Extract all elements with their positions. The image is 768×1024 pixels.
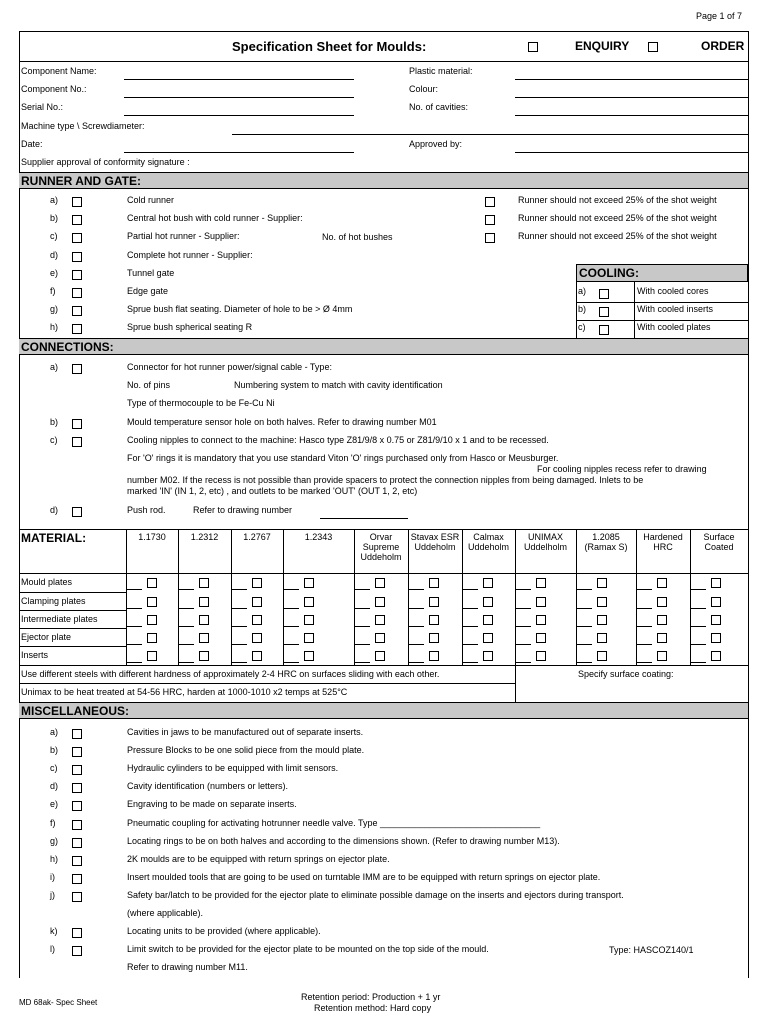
cooling-item-checkbox[interactable]: [599, 325, 609, 335]
runner-item-label: Sprue bush spherical seating R: [127, 322, 253, 333]
runner-item-label: Edge gate: [127, 286, 169, 296]
cooling-item-key: c): [578, 322, 586, 332]
runner-note: Runner should not exceed 25% of the shot weight: [518, 231, 717, 242]
material-cell-underline: [408, 626, 424, 627]
material-cell-underline: [636, 644, 652, 645]
material-row-label: Inserts: [21, 650, 49, 660]
material-cell-underline: [576, 644, 592, 645]
conn-c1: Cooling nipples to connect to the machine: Hasco type Z81/9/8 x 0.75 or Z81/9/10 x 1 and to be recessed.: [127, 435, 549, 445]
material-title: MATERIAL:: [21, 531, 87, 545]
misc-item-checkbox[interactable]: [72, 747, 82, 757]
material-checkbox[interactable]: [597, 597, 607, 607]
conn-a2: No. of pins: [127, 380, 171, 390]
cooling-divider: [576, 302, 748, 303]
colour-field[interactable]: [515, 97, 748, 98]
conn-d-checkbox[interactable]: [72, 507, 82, 517]
cooling-item-label: With cooled inserts: [637, 304, 714, 314]
material-cell-underline: [231, 608, 247, 609]
runner-item-key: g): [50, 304, 59, 315]
material-cell-underline: [283, 626, 299, 627]
runner-item-key: c): [50, 231, 58, 242]
material-cell-underline: [126, 589, 142, 590]
conn-key-a: a): [50, 362, 59, 372]
material-checkbox[interactable]: [147, 578, 157, 588]
material-row-line: [19, 628, 126, 629]
material-checkbox[interactable]: [483, 597, 493, 607]
misc-item-label: Locating units to be provided (where applicable).: [127, 926, 321, 937]
colour-label: Colour:: [409, 84, 439, 94]
material-checkbox[interactable]: [711, 578, 721, 588]
runner-note: Runner should not exceed 25% of the shot weight: [518, 213, 717, 224]
page-title: Specification Sheet for Moulds:: [232, 39, 427, 54]
material-checkbox[interactable]: [304, 615, 314, 625]
misc-item-checkbox[interactable]: [72, 801, 82, 811]
misc-item-label: Insert moulded tools that are going to be used on turntable IMM are to be equipped with return springs on ejector plate.: [127, 871, 601, 882]
material-checkbox[interactable]: [147, 615, 157, 625]
conn-d2: Refer to drawing number: [193, 505, 293, 515]
material-cell-underline: [515, 662, 531, 663]
material-cell-underline: [354, 644, 370, 645]
material-checkbox[interactable]: [597, 633, 607, 643]
cooling-header: COOLING:: [576, 264, 748, 282]
machine-type-label: Machine type \ Screwdiameter:: [21, 121, 145, 131]
runner-item-label: Partial hot runner - Supplier:: [127, 231, 240, 242]
misc-item-key: l): [50, 944, 55, 955]
material-checkbox[interactable]: [536, 615, 546, 625]
material-checkbox[interactable]: [536, 651, 546, 661]
material-cell-underline: [408, 589, 424, 590]
runner-item-key: a): [50, 195, 59, 205]
material-cell-underline: [354, 662, 370, 663]
approved-by-label: Approved by:: [409, 139, 463, 149]
material-checkbox[interactable]: [375, 578, 385, 588]
component-no-field[interactable]: [124, 97, 354, 98]
material-checkbox[interactable]: [536, 597, 546, 607]
material-row-label: Intermediate plates: [21, 614, 98, 624]
conn-c5: marked 'IN' (IN 1, 2, etc) , and outlets to be marked 'OUT' (OUT 1, 2, etc): [127, 486, 418, 496]
material-checkbox[interactable]: [657, 651, 667, 661]
material-cell-underline: [283, 644, 299, 645]
material-col-header: UNIMAX Uddelholm: [523, 532, 568, 552]
serial-no-field[interactable]: [124, 115, 354, 116]
runner-item-label: Cold runner: [127, 195, 175, 205]
misc-item-label: Hydraulic cylinders to be equipped with limit sensors.: [127, 763, 339, 774]
material-checkbox[interactable]: [597, 651, 607, 661]
material-cell-underline: [231, 644, 247, 645]
material-checkbox[interactable]: [483, 633, 493, 643]
material-cell-underline: [690, 644, 706, 645]
cooling-item-checkbox[interactable]: [599, 289, 609, 299]
material-cell-underline: [354, 626, 370, 627]
material-cell-underline: [178, 626, 194, 627]
material-row-line: [19, 610, 126, 611]
material-checkbox[interactable]: [375, 597, 385, 607]
material-col-header: Surface Coated: [703, 532, 735, 552]
material-checkbox[interactable]: [597, 615, 607, 625]
material-cell-underline: [515, 589, 531, 590]
material-checkbox[interactable]: [252, 597, 262, 607]
material-note1: Use different steels with different hardness of approximately 2-4 HRC on surfaces sliding with each other.: [21, 669, 440, 679]
conn-a2b: Numbering system to match with cavity identification: [234, 380, 443, 390]
material-col-header: Stavax ESR Uddeholm: [410, 532, 460, 552]
surface-coating-label: Specify surface coating:: [578, 669, 674, 679]
runner-note-checkbox[interactable]: [485, 233, 495, 243]
material-checkbox[interactable]: [483, 578, 493, 588]
material-cell-underline: [408, 644, 424, 645]
conn-c3: For cooling nipples recess refer to drawing: [537, 464, 707, 474]
material-checkbox[interactable]: [375, 651, 385, 661]
material-header-line: [19, 573, 749, 574]
machine-type-field[interactable]: [232, 134, 748, 135]
runner-item-key: b): [50, 213, 59, 224]
material-checkbox[interactable]: [429, 597, 439, 607]
material-checkbox[interactable]: [711, 597, 721, 607]
material-checkbox[interactable]: [375, 633, 385, 643]
material-checkbox[interactable]: [252, 615, 262, 625]
material-checkbox[interactable]: [304, 578, 314, 588]
cavities-field[interactable]: [515, 115, 748, 116]
misc-item-label: Refer to drawing number M11.: [127, 962, 248, 973]
material-cell-underline: [283, 662, 299, 663]
material-cell-underline: [408, 662, 424, 663]
material-checkbox[interactable]: [199, 597, 209, 607]
runner-item-key: d): [50, 249, 59, 260]
material-checkbox[interactable]: [536, 578, 546, 588]
material-checkbox[interactable]: [657, 578, 667, 588]
material-cell-underline: [126, 644, 142, 645]
material-checkbox[interactable]: [252, 651, 262, 661]
material-col-header: 1.2343: [304, 532, 333, 542]
cooling-item-key: b): [578, 304, 587, 314]
approved-by-field[interactable]: [515, 152, 748, 153]
material-cell-underline: [283, 608, 299, 609]
material-cell-underline: [462, 608, 478, 609]
material-checkbox[interactable]: [304, 633, 314, 643]
footer-retention-period: Retention period: Production + 1 yr: [301, 992, 441, 1002]
runner-item-checkbox[interactable]: [72, 252, 82, 262]
material-checkbox[interactable]: [252, 633, 262, 643]
runner-item-key: f): [50, 286, 56, 296]
plastic-material-field[interactable]: [515, 79, 748, 80]
material-cell-underline: [231, 589, 247, 590]
material-checkbox[interactable]: [147, 597, 157, 607]
material-checkbox[interactable]: [429, 578, 439, 588]
material-checkbox[interactable]: [304, 597, 314, 607]
misc-item-label: 2K moulds are to be equipped with return springs on ejector plate.: [127, 853, 390, 864]
material-cell-underline: [636, 608, 652, 609]
material-cell-underline: [126, 608, 142, 609]
runner-item-checkbox[interactable]: [72, 306, 82, 316]
material-checkbox[interactable]: [199, 578, 209, 588]
order-label: ORDER: [701, 39, 745, 53]
plastic-material-label: Plastic material:: [409, 66, 473, 76]
material-note2: Unimax to be heat treated at 54-56 HRC, harden at 1000-1010 x2 temps at 525°C: [21, 687, 348, 697]
material-checkbox[interactable]: [483, 615, 493, 625]
misc-item-checkbox[interactable]: [72, 729, 82, 739]
runner-item-label: Central hot bush with cold runner - Supplier:: [127, 213, 303, 224]
misc-item-key: c): [50, 763, 58, 774]
conn-a-checkbox[interactable]: [72, 364, 82, 374]
misc-item-label: Pressure Blocks to be one solid piece from the mould plate.: [127, 745, 365, 756]
material-cell-underline: [408, 608, 424, 609]
material-cell-underline: [178, 662, 194, 663]
material-checkbox[interactable]: [711, 615, 721, 625]
page-number: Page 1 of 7: [696, 11, 743, 21]
material-cell-underline: [636, 626, 652, 627]
material-cell-underline: [515, 608, 531, 609]
order-checkbox[interactable]: [648, 42, 658, 52]
material-cell-underline: [690, 662, 706, 663]
material-checkbox[interactable]: [711, 651, 721, 661]
material-checkbox[interactable]: [429, 651, 439, 661]
material-cell-underline: [283, 589, 299, 590]
conn-key-c: c): [50, 435, 58, 445]
conn-d1: Push rod.: [127, 505, 166, 515]
material-col-header: 1.2085 (Ramax S): [584, 532, 628, 552]
material-checkbox[interactable]: [711, 633, 721, 643]
misc-item-label: Pneumatic coupling for activating hotrunner needle valve. Type ________________________________: [127, 817, 541, 828]
misc-item-checkbox[interactable]: [72, 783, 82, 793]
material-cell-underline: [576, 608, 592, 609]
material-cell-underline: [462, 626, 478, 627]
material-cell-underline: [462, 589, 478, 590]
material-cell-underline: [231, 626, 247, 627]
misc-item-label: Engraving to be made on separate inserts.: [127, 799, 297, 810]
conn-c2: For 'O' rings it is mandatory that you use standard Viton 'O' rings purchased only from Hasco or Meusburger.: [127, 453, 559, 463]
material-cell-underline: [636, 662, 652, 663]
misc-item-key: h): [50, 853, 59, 864]
material-cell-underline: [576, 662, 592, 663]
conn-c4: number M02. If the recess is not possible than provide spacers to protect the connection nipples from being damaged. Inlets to be: [127, 475, 644, 485]
material-col-header: 1.2767: [243, 532, 271, 542]
material-checkbox[interactable]: [657, 615, 667, 625]
misc-item-key: e): [50, 799, 59, 810]
enquiry-label: ENQUIRY: [575, 39, 630, 53]
material-cell-underline: [515, 626, 531, 627]
material-checkbox[interactable]: [199, 651, 209, 661]
material-checkbox[interactable]: [429, 633, 439, 643]
material-cell-underline: [576, 589, 592, 590]
runner-item-label: Sprue bush flat seating. Diameter of hole to be > Ø 4mm: [127, 304, 353, 315]
material-checkbox[interactable]: [597, 578, 607, 588]
material-col-header: Orvar Supreme Uddeholm: [360, 532, 402, 562]
conn-key-b: b): [50, 417, 59, 427]
misc-item-label: Limit switch to be provided for the ejector plate to be mounted on the top side of the mould.: [127, 944, 489, 955]
material-checkbox[interactable]: [147, 633, 157, 643]
runner-note: Runner should not exceed 25% of the shot weight: [518, 195, 717, 205]
misc-item-checkbox[interactable]: [72, 946, 82, 956]
runner-item-label: Complete hot runner - Supplier:: [127, 249, 253, 260]
material-cell-underline: [515, 644, 531, 645]
runner-note-checkbox[interactable]: [485, 215, 495, 225]
misc-item-label: Locating rings to be on both halves and according to the dimensions shown. (Refer to drawing number M13).: [127, 835, 560, 846]
material-checkbox[interactable]: [375, 615, 385, 625]
material-checkbox[interactable]: [252, 578, 262, 588]
material-checkbox[interactable]: [657, 597, 667, 607]
runner-item-checkbox[interactable]: [72, 270, 82, 280]
material-row-line: [19, 592, 126, 593]
connections-header: CONNECTIONS:: [19, 338, 748, 355]
runner-item-key: h): [50, 322, 59, 333]
conn-b: Mould temperature sensor hole on both halves. Refer to drawing number M01: [127, 417, 437, 427]
misc-item-label: Cavities in jaws to be manufactured out of separate inserts.: [127, 727, 364, 737]
material-cell-underline: [178, 589, 194, 590]
misc-item-label: Safety bar/latch to be provided for the ejector plate to eliminate possible damage on the inserts and ejectors during transport.: [127, 889, 624, 900]
misc-item-checkbox[interactable]: [72, 820, 82, 830]
date-field[interactable]: [124, 152, 354, 153]
material-cell-underline: [354, 608, 370, 609]
material-row-label: Clamping plates: [21, 596, 86, 606]
material-cell-underline: [178, 608, 194, 609]
misc-item-key: b): [50, 745, 59, 756]
footer-doc-id: MD 68ak- Spec Sheet: [19, 998, 98, 1007]
cavities-label: No. of cavities:: [409, 102, 469, 112]
material-cell-underline: [354, 589, 370, 590]
runner-item-checkbox[interactable]: [72, 233, 82, 243]
runner-item-checkbox[interactable]: [72, 215, 82, 225]
supplier-approval-label: Supplier approval of conformity signature :: [21, 157, 190, 167]
misc-item-key: f): [50, 817, 56, 828]
component-name-label: Component Name:: [21, 66, 97, 76]
component-no-label: Component No.:: [21, 84, 87, 94]
cooling-item-label: With cooled cores: [637, 286, 709, 296]
misc-item-checkbox[interactable]: [72, 838, 82, 848]
misc-item-label: (where applicable).: [127, 908, 204, 918]
misc-item-checkbox[interactable]: [72, 892, 82, 902]
cooling-item-label: With cooled plates: [637, 322, 711, 332]
material-checkbox[interactable]: [429, 615, 439, 625]
material-row-label: Ejector plate: [21, 632, 72, 642]
hot-bushes-label: No. of hot bushes: [322, 232, 393, 242]
conn-b-checkbox[interactable]: [72, 419, 82, 429]
material-col-header: 1.1730: [138, 532, 166, 542]
misc-item-checkbox[interactable]: [72, 928, 82, 938]
cooling-item-checkbox[interactable]: [599, 307, 609, 317]
material-cell-underline: [126, 662, 142, 663]
misc-header: MISCELLANEOUS:: [19, 702, 748, 719]
runner-item-checkbox[interactable]: [72, 197, 82, 207]
runner-item-key: e): [50, 267, 59, 278]
material-cell-underline: [690, 626, 706, 627]
serial-no-label: Serial No.:: [21, 102, 64, 112]
material-cell-underline: [636, 589, 652, 590]
misc-item-checkbox[interactable]: [72, 856, 82, 866]
material-cell-underline: [462, 662, 478, 663]
material-col-header: Calmax Uddeholm: [467, 532, 510, 552]
runner-gate-header: RUNNER AND GATE:: [19, 172, 748, 189]
material-cell-underline: [576, 626, 592, 627]
material-row-line: [19, 646, 126, 647]
misc-item-key: a): [50, 727, 59, 737]
material-checkbox[interactable]: [147, 651, 157, 661]
misc-item-key: d): [50, 781, 59, 792]
runner-item-checkbox[interactable]: [72, 288, 82, 298]
conn-a1: Connector for hot runner power/signal cable - Type:: [127, 362, 332, 372]
material-cell-underline: [690, 589, 706, 590]
material-cell-underline: [462, 644, 478, 645]
runner-item-label: Tunnel gate: [127, 267, 175, 278]
conn-a3: Type of thermocouple to be Fe-Cu Ni: [127, 398, 275, 408]
material-checkbox[interactable]: [199, 633, 209, 643]
material-cell-underline: [126, 626, 142, 627]
misc-item-key: k): [50, 926, 58, 937]
misc-l-type: Type: HASCOZ140/1: [609, 945, 694, 955]
material-checkbox[interactable]: [657, 633, 667, 643]
material-cell-underline: [690, 608, 706, 609]
component-name-field[interactable]: [124, 79, 354, 80]
cooling-divider: [576, 320, 748, 321]
material-col-header: Hardened HRC: [643, 532, 683, 552]
material-checkbox[interactable]: [199, 615, 209, 625]
material-checkbox[interactable]: [483, 651, 493, 661]
conn-c-checkbox[interactable]: [72, 437, 82, 447]
conn-key-d: d): [50, 505, 59, 515]
misc-item-checkbox[interactable]: [72, 765, 82, 775]
material-checkbox[interactable]: [304, 651, 314, 661]
footer-retention-method: Retention method: Hard copy: [314, 1003, 432, 1013]
runner-note-checkbox[interactable]: [485, 197, 495, 207]
runner-item-checkbox[interactable]: [72, 324, 82, 334]
enquiry-checkbox[interactable]: [528, 42, 538, 52]
misc-item-checkbox[interactable]: [72, 874, 82, 884]
misc-item-label: Cavity identification (numbers or letters).: [127, 781, 289, 792]
material-cell-underline: [231, 662, 247, 663]
material-row-label: Mould plates: [21, 577, 73, 587]
material-checkbox[interactable]: [536, 633, 546, 643]
cooling-item-key: a): [578, 286, 587, 296]
misc-item-key: g): [50, 835, 59, 846]
material-cell-underline: [178, 644, 194, 645]
misc-item-key: j): [50, 889, 55, 900]
push-rod-drawing-field[interactable]: [320, 518, 408, 519]
date-label: Date:: [21, 139, 43, 149]
material-col-line: [748, 529, 749, 665]
misc-item-key: i): [50, 871, 55, 882]
material-col-header: 1.2312: [190, 532, 219, 542]
